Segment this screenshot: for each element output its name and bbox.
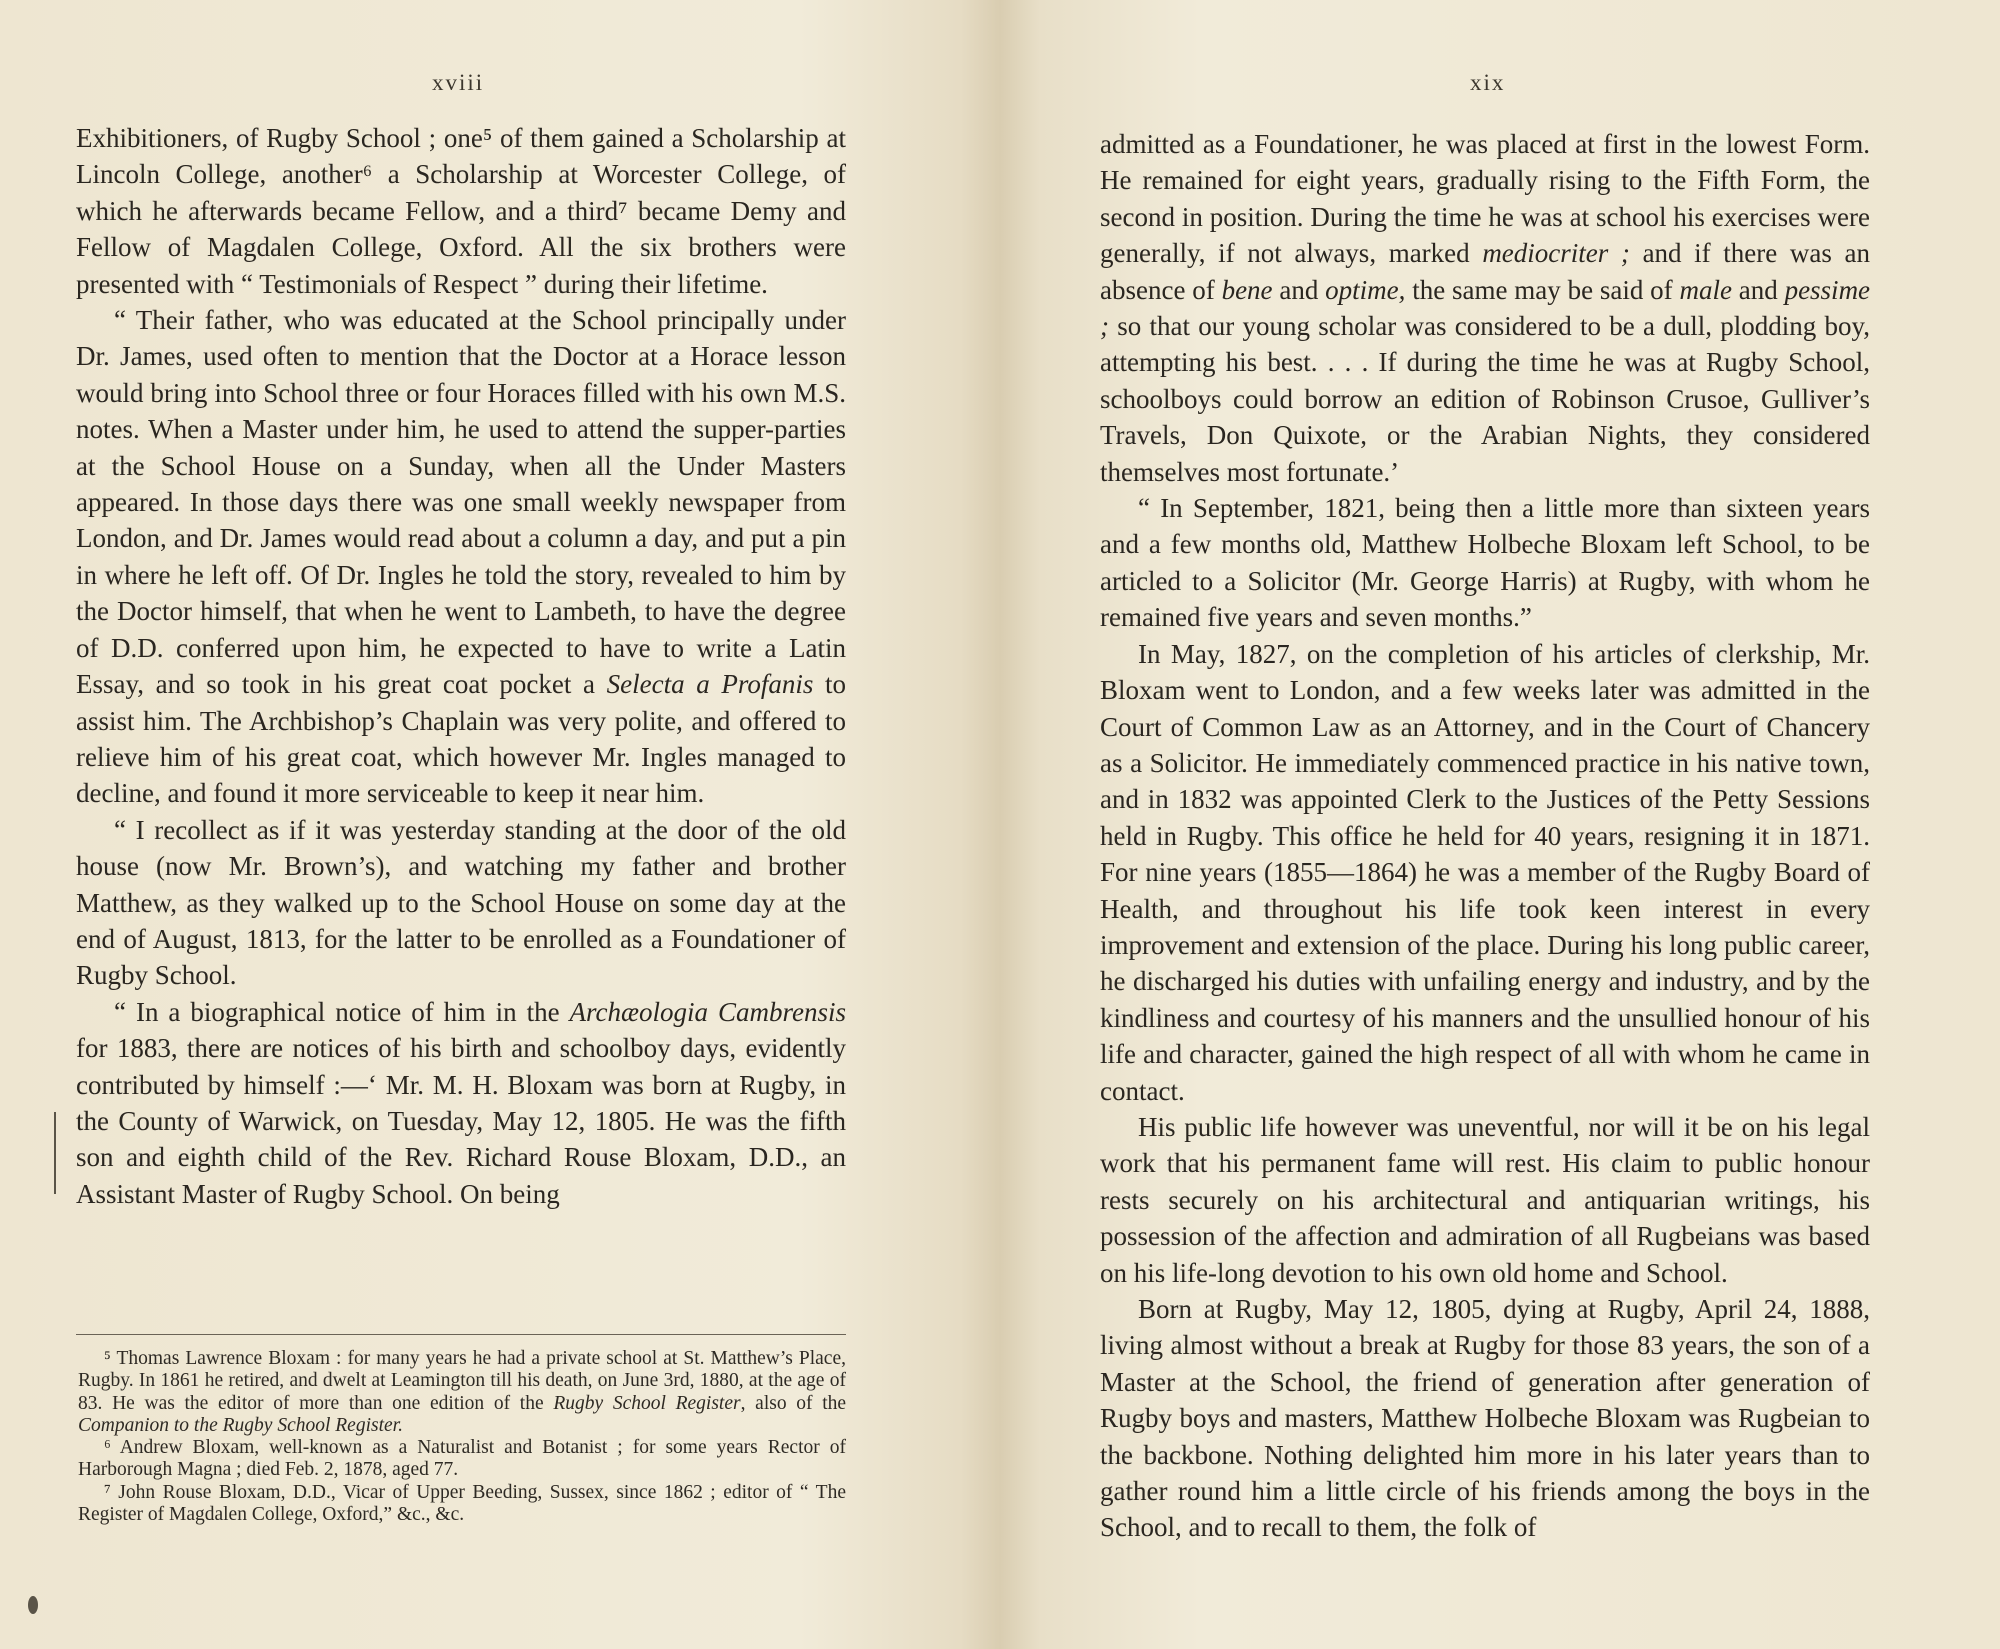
paragraph (76, 302, 846, 812)
italic-term: mediocriter ; (1482, 238, 1630, 269)
footnote (78, 1348, 846, 1437)
text-run: the same may be said of (1412, 274, 1673, 305)
footnotes (78, 1348, 846, 1526)
paragraph: Exhibitioners, of Rugby School ; one⁵ of them gained a Scholarship at Lincoln College, another⁶ a Scholarship at Worcester College, of which he afterwards became Fellow, and a third⁷ became Demy and Fellow of Magdalen College, Oxford. All the six brothers were presented with “ Testimonials of Respect ” during their lifetime. (76, 123, 846, 299)
text-run: admitted as a Foundationer, he was placed at first in the lowest Form. He remained for eight years, gradually rising to the Fifth Form, the second in position. During the time he was at school his exercises were generally, if not always, marked (1100, 129, 1870, 269)
text-run: and if there was an absence of (1100, 238, 1871, 305)
text-run: “ Their father, who was educated at the School principally under Dr. James, used often to mention that the Doctor at a Horace lesson would bring into School three or four Horaces filled with his own M.S. notes. When a Master under him, he used to attend the supper-parties at the School House on a Sunday, when all the Under Masters appeared. In those days there was one small weekly newspaper from London, and Dr. James would read about a column a day, and put a pin in where he left off. Of Dr. Ingles he told the story, revealed to him by the Doctor himself, that when he went to Lambeth, to have the degree of D.D. conferred upon him, he expected to have to write a Latin Essay, and so took in his great coat pocket a (76, 305, 846, 700)
paragraph: “ I recollect as if it was yesterday standing at the door of the old house (now Mr. Brown’s), and watching my father and brother Matthew, as they walked up to the School House on some day at the end of August, 1813, for the latter to be enrolled as a Foundationer of Rugby School. (76, 814, 846, 991)
paragraph (76, 994, 846, 1212)
text-run: , also of the (740, 1392, 847, 1414)
footnote-rule (76, 1334, 846, 1335)
text-run: and (1738, 274, 1778, 305)
paragraph: “ In September, 1821, being then a little more than sixteen years and a few months old, Matthew Holbeche Bloxam left School, to be articled to a Solicitor (Mr. George Harris) at Rugby, with whom he remained five years and seven months.” (1100, 493, 1870, 633)
text-run: and (1279, 274, 1319, 305)
italic-title: Companion to the Rugby School Register. (78, 1414, 403, 1436)
italic-term: pessime ; (1100, 274, 1871, 342)
italic-term: bene (1221, 274, 1273, 305)
left-body-text (76, 120, 846, 1212)
paragraph: Born at Rugby, May 12, 1805, dying at Rugby, April 24, 1888, living almost without a break at Rugby for those 83 years, the son of a Master at the School, the friend of generation after generation of Rugby boys and masters, Matthew Holbeche Bloxam was Rugbeian to the backbone. Nothing delighted him more in his later years than to gather round him a little circle of his friends among the boys in the School, and to recall to them, the folk of (1100, 1294, 1870, 1543)
paragraph (1100, 126, 1870, 490)
text-run: “ In a biographical notice of him in the (114, 996, 560, 1027)
ink-smudge (28, 1596, 38, 1614)
italic-term: male (1679, 274, 1732, 305)
left-page (0, 0, 980, 1649)
paragraph: In May, 1827, on the completion of his articles of clerkship, Mr. Bloxam went to London, and a few weeks later was admitted in the Court of Common Law as an Attorney, and in the Court of Chancery as a Solicitor. He immediately commenced practice in his native town, and in 1832 was appointed Clerk to the Justices of the Petty Sessions held in Rugby. This office he held for 40 years, resigning it in 1871. For nine years (1855—1864) he was a member of the Rugby Board of Health, and throughout his life took keen interest in every improvement and extension of the place. During his long public career, he discharged his duties with unfailing energy and industry, and by the kindliness and courtesy of his manners and the unsullied honour of his life and character, gained the high respect of all with whom he came in contact. (1100, 638, 1870, 1106)
right-body-text (1100, 126, 1870, 1546)
paragraph: His public life however was uneventful, nor will it be on his legal work that his permanent fame will rest. His claim to public honour rests securely on his architectural and antiquarian writings, his possession of the affection and admiration of all Rugbeians was based on his life-long devotion to his own old home and School. (1100, 1111, 1870, 1288)
margin-mark (54, 1112, 56, 1194)
text-run: ⁵ Thomas Lawrence Bloxam : for many years he had a private school at St. Matthew’s Place, Rugby. In 1861 he retired, and dwelt at Leamington till his death, on June 3rd, 1880, at the age of 83. He was the editor of more than one edition of the (78, 1348, 846, 1414)
text-run: to assist him. The Archbishop’s Chaplain was very polite, and offered to relieve him of his great coat, which however Mr. Ingles managed to decline, and found it more serviceable to keep it near him. (76, 669, 847, 809)
page-number: xix (1470, 70, 1506, 95)
italic-term: optime, (1325, 274, 1406, 305)
italic-title: Archæologia Cambrensis (569, 996, 847, 1027)
text-run: so that our young scholar was considered to be a dull, plodding boy, attempting his best. . . . If during the time he was at Rugby School, schoolboys could borrow an edition of Robinson Crusoe, Gulliver’s Travels, Don Quixote, or the Arabian Nights, they considered themselves most fortunate.’ (1100, 311, 1870, 487)
italic-title: Rugby School Register (553, 1392, 741, 1414)
footnote: ⁶ Andrew Bloxam, well-known as a Naturalist and Botanist ; for some years Rector of Harborough Magna ; died Feb. 2, 1878, aged 77. (78, 1437, 846, 1481)
text-run: for 1883, there are notices of his birth and schoolboy days, evidently contributed by himself :—‘ Mr. M. H. Bloxam was born at Rugby, in the County of Warwick, on Tuesday, May 12, 1805. He was the fifth son and eighth child of the Rev. Richard Rouse Bloxam, D.D., an Assistant Master of Rugby School. On being (76, 1033, 846, 1209)
page-number: xviii (432, 70, 485, 95)
footnote: ⁷ John Rouse Bloxam, D.D., Vicar of Upper Beeding, Sussex, since 1862 ; editor of “ The Register of Magdalen College, Oxford,” &c., &c. (78, 1481, 846, 1526)
italic-title: Selecta a Profanis (606, 669, 814, 700)
right-page (1020, 0, 2000, 1649)
